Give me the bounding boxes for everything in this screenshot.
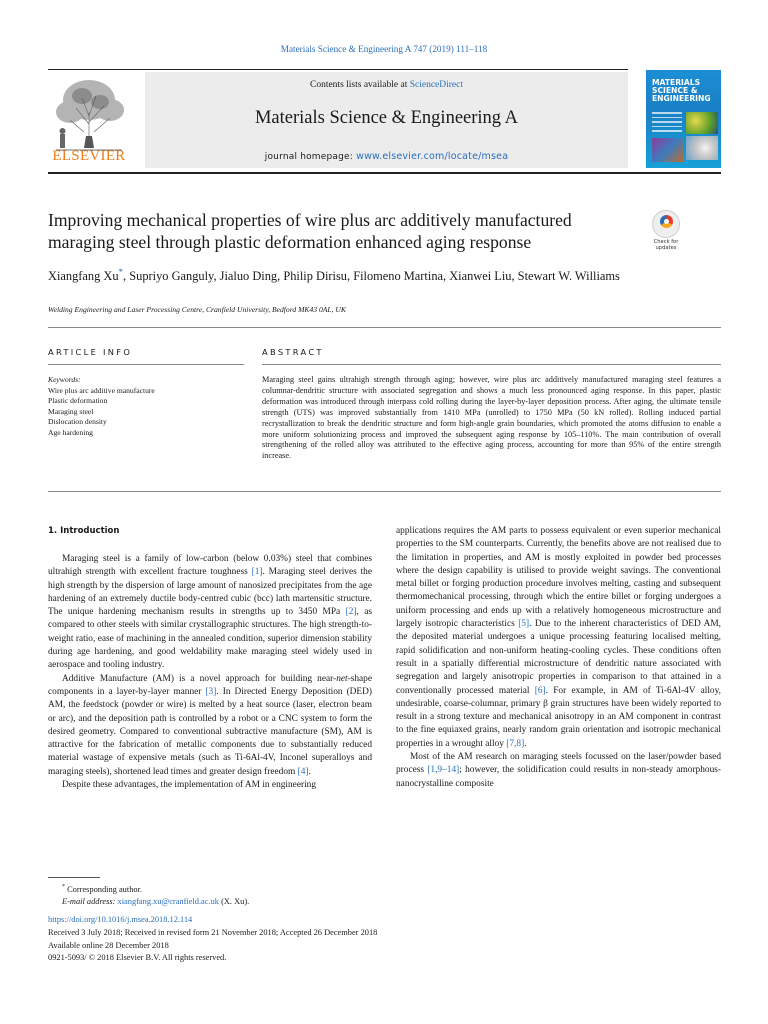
masthead-bottom-rule	[48, 172, 721, 174]
keywords-label: Keywords:	[48, 375, 81, 384]
paragraph-text: . Maraging steel derives the high strength by the dispersion of large amount of nanosized precipitates from the age hardening of an extremely ductile body-centred cubic (bcc) lath martensitic structure. The unique hardening mechanism results in strengths up to 3450 MPa	[48, 567, 372, 618]
reference-link[interactable]: [5]	[518, 619, 530, 630]
journal-title: Materials Science & Engineering A	[254, 108, 519, 128]
paragraph-text: applications requires the AM parts to possess equivalent or even superior mechanical properties to the SM counterparts. Currently, the benefits above are not realised due to the limitation in properties, and AM is mostly exploited in powder bed processes where the design capability is utilised to provide weight savings. The conventional metal billet or forging production procedure involves melting, casting and subsequent thermomechanical processing, through which the entire billet or forging undergoes a uniform processing and ends up with a relatively homogeneous microstructure and largely isotropic characteristics	[396, 526, 721, 630]
reference-link[interactable]: [2]	[345, 607, 357, 618]
cover-micrograph-3	[652, 138, 684, 162]
email-suffix: (X. Xu).	[218, 897, 250, 907]
available-online-date: Available online 28 December 2018	[48, 940, 169, 950]
body-paragraph	[48, 779, 372, 792]
paragraph-text: .	[308, 766, 311, 777]
divider	[262, 364, 721, 365]
doi-link[interactable]: https://doi.org/10.1016/j.msea.2018.12.114	[48, 915, 193, 924]
left-paragraphs	[48, 553, 372, 792]
journal-citation[interactable]: Materials Science & Engineering A 747 (2019) 111–118	[280, 44, 488, 54]
cover-micrograph-1	[686, 112, 718, 134]
keyword-item: Wire plus arc additive manufacture	[48, 385, 155, 395]
journal-homepage-line	[145, 151, 628, 162]
article-info-heading: ARTICLE INFO	[48, 347, 133, 357]
corresponding-author-marker[interactable]: *	[118, 267, 124, 277]
paragraph-text: ; however, the solidification could results in non-steady amorphous-nanocrystalline composite	[396, 765, 721, 789]
keyword-item: Age hardening	[48, 427, 93, 437]
reference-link[interactable]: [6]	[534, 685, 546, 696]
paragraph-text: . For example, in AM of Ti-6Al-4V alloy, undesirable, coarse-columnar, primary β grain structures have been widely reported to result in a strong texture and mechanical anisotropy in an AM component in contrast to the fine equiaxed grains, nearly random grain orientation and isotropic mechanical properties in a wrought alloy	[396, 685, 721, 749]
cover-text-lines	[652, 112, 682, 135]
paragraph-text: Despite these advantages, the implementation of AM in engineering	[62, 780, 317, 791]
reference-link[interactable]: [1,9–14]	[427, 765, 460, 776]
reference-link[interactable]: [1]	[251, 567, 263, 578]
first-author[interactable]: Xiangfang Xu	[48, 269, 119, 284]
copyright-line: 0921-5093/ © 2018 Elsevier B.V. All rights reserved.	[48, 953, 227, 963]
body-paragraph	[48, 553, 372, 673]
reference-link[interactable]: [4]	[297, 766, 309, 777]
body-paragraph	[396, 525, 721, 751]
footnotes	[48, 881, 448, 909]
check-updates-label: Check for updates	[653, 239, 679, 251]
paragraph-text: . Due to the inherent characteristics of DED AM, the deposited material undergoes a unique processing featuring localised melting, rapid solidification and non-uniform heating-cooling cycles. These conditions often result in a spatially differential microstructure of dendritic nature associated with segregation and largely anisotropic properties in comparison to that attained in a conventionally processed material	[396, 619, 721, 696]
paragraph-text: Most of the AM research on maraging steels focussed on the laser/powder based process	[396, 752, 721, 776]
keyword-item: Plastic deformation	[48, 396, 108, 406]
paragraph-text: Maraging steel is a family of low-carbon (below 0.03%) steel that combines ultrahigh strength with excellent fracture toughness	[48, 554, 372, 578]
homepage-label: journal homepage:	[264, 152, 357, 162]
footnote-rule	[48, 877, 100, 878]
sciencedirect-link[interactable]: ScienceDirect	[409, 80, 463, 90]
paragraph-text: , as compared to other steels with similar crystallographic structures. The high strength-to-weight ratio, ease of machining in the annealed condition, superior dimension stability during age hardening, and good weldability make maraging steel widely used in aerospace and tooling industry.	[48, 607, 372, 671]
cover-micrograph-2	[686, 136, 718, 160]
section-heading-introduction: 1. Introduction	[48, 526, 120, 536]
contents-prefix: Contents lists available at	[309, 80, 410, 90]
keyword-item: Maraging steel	[48, 406, 94, 416]
body-paragraph	[48, 673, 372, 779]
right-paragraphs	[396, 525, 721, 791]
abstract-heading: ABSTRACT	[262, 347, 324, 357]
cover-title: MATERIALS SCIENCE & ENGINEERING	[652, 78, 711, 103]
divider	[48, 364, 244, 365]
keyword-item: Dislocation density	[48, 417, 107, 427]
author-affiliation: Welding Engineering and Laser Processing Centre, Cranfield University, Bedford MK43 0AL, UK	[48, 305, 346, 314]
check-updates-icon	[652, 210, 680, 238]
paragraph-text: .	[524, 738, 527, 749]
footnote-marker: *	[62, 884, 65, 890]
check-for-updates-button[interactable]	[648, 210, 684, 250]
email-note	[48, 896, 448, 909]
body-column-left	[48, 525, 372, 792]
publication-info	[48, 914, 648, 965]
article-title: Improving mechanical properties of wire plus arc additively manufactured maraging steel through plastic deformation enhanced aging response	[48, 210, 572, 252]
divider	[48, 327, 721, 328]
abstract-text: Maraging steel gains ultrahigh strength through aging; however, wire plus arc additively manufactured maraging steel features a columnar-dendritic structure with associated segregation and shows a much less pronounced aging response. In this paper, plastic deformation was introduced through interpass cold rolling during the layer-by-layer deposition process. After aging, the ultimate tensile strength (UTS) was improved substantially from 1410 MPa (unrolled) to 1750 MPa (50 kN rolled). Rolling induced partial recrystallization to break the dendritic structure and form high-angle grain boundaries, which promoted the atoms diffusion to enable a more uniform solutionizing process and improved the subsequent aging response by 105–110%. The main contribution of overall strengthening of the rolled alloy was attributed to the effective aging process, accounting for more than 95% of the entire strength increase.	[262, 375, 721, 461]
author-list	[48, 264, 648, 285]
author-email-link[interactable]: xiangfang.xu@cranfield.ac.uk	[117, 897, 219, 907]
masthead-top-rule	[48, 69, 628, 70]
paragraph-text: . In Directed Energy Deposition (DED) AM, the feedstock (powder or wire) is melted by a heat source (laser, electron beam or arc), and the deposition path is controlled by a robot or a CNC system to form the desired geometry. Compared to conventional subtractive manufacture (SM), AM is attractive for the fabrication of metallic components due to substantially reduced material wastage of expensive metals (such as Ti-6Al-4V, Inconel superalloys and maraging steels), shortened lead times and greater design freedom	[48, 686, 372, 777]
reference-link[interactable]: [7,8]	[506, 738, 525, 749]
elsevier-wordmark: ELSEVIER	[52, 148, 126, 164]
journal-masthead	[145, 72, 628, 168]
paragraph-text: Additive Manufacture (AM) is a novel approach for building near-	[62, 673, 337, 684]
divider	[48, 491, 721, 492]
corresponding-author-text: Corresponding author.	[65, 884, 142, 894]
email-label: E-mail address:	[62, 897, 118, 907]
journal-cover-thumbnail[interactable]	[646, 70, 721, 168]
paragraph-text: -shape components in a layer-by-layer manner	[48, 673, 372, 697]
body-column-right	[396, 525, 721, 791]
keywords-block	[48, 375, 244, 439]
received-dates: Received 3 July 2018; Received in revised form 21 November 2018; Accepted 26 December 2018	[48, 927, 378, 937]
other-authors: , Supriyo Ganguly, Jialuo Ding, Philip Dirisu, Filomeno Martina, Xianwei Liu, Stewart W. Williams	[123, 269, 620, 284]
reference-link[interactable]: [3]	[205, 686, 217, 697]
contents-available-line	[145, 80, 628, 90]
italic-text: net	[336, 673, 348, 684]
body-paragraph	[396, 751, 721, 791]
journal-homepage-link[interactable]: www.elsevier.com/locate/msea	[356, 151, 509, 162]
corresponding-author-note	[48, 881, 448, 896]
